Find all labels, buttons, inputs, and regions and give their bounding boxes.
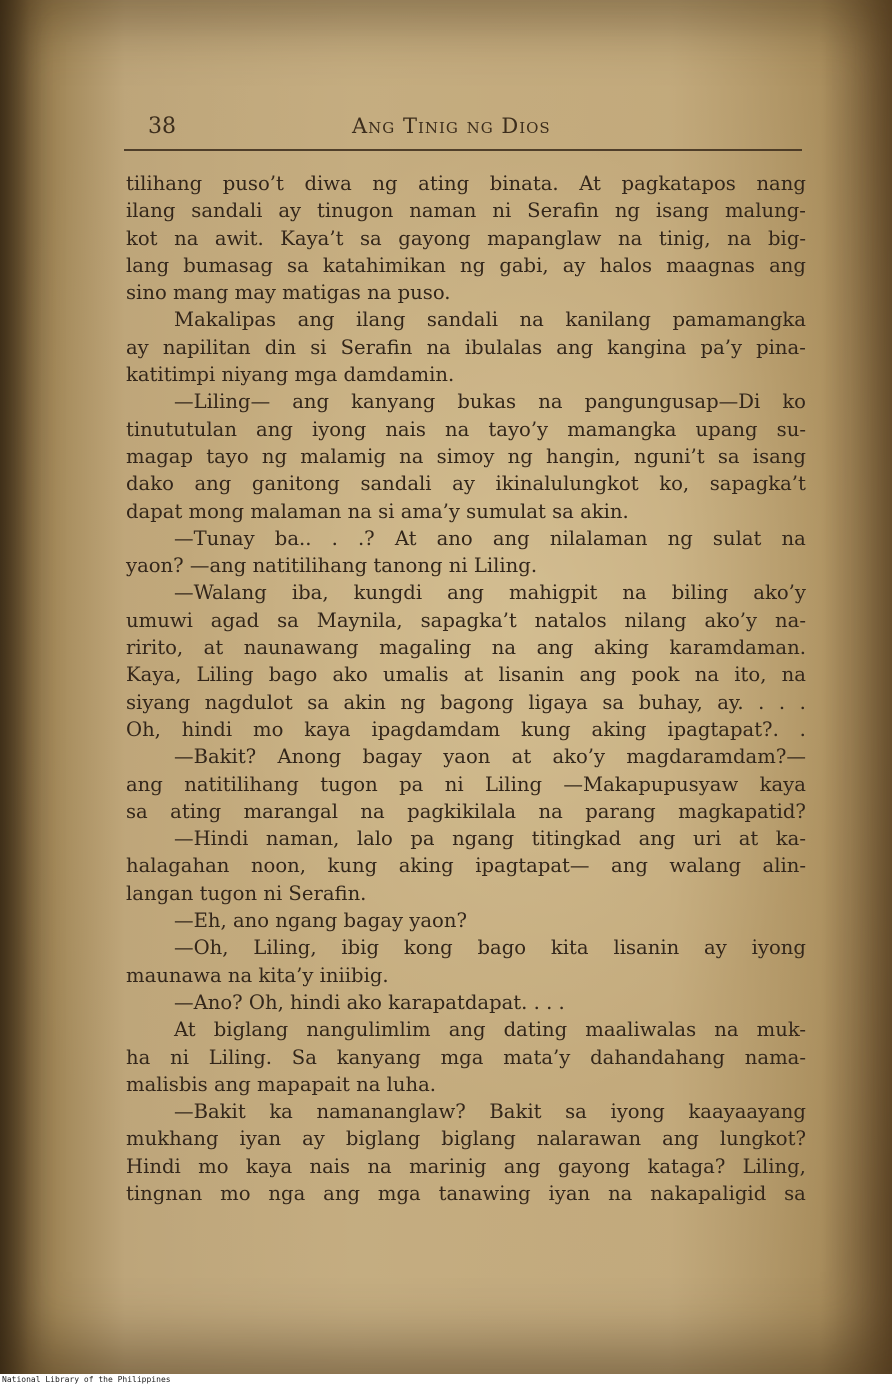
text-line: magap tayo ng malamig na simoy ng hangin, nguni’t sa isang <box>126 444 806 468</box>
text-line: lang bumasag sa katahimikan ng gabi, ay halos maagnas ang <box>126 253 806 277</box>
page-gutter-shadow <box>0 0 42 1374</box>
text-line: malisbis ang mapapait na luha. <box>126 1072 437 1096</box>
text-line: tilihang puso’t diwa ng ating binata. At pagkatapos nang <box>126 172 806 195</box>
text-line: kot na awit. Kaya’t sa gayong mapanglaw na tinig, na big- <box>126 226 806 250</box>
text-line: siyang nagdulot sa akin ng bagong ligaya sa buhay, ay. . . . <box>126 690 806 714</box>
footer-bar <box>0 1374 892 1388</box>
text-line: tingnan mo nga ang mga tanawing iyan na nakapaligid sa <box>126 1181 806 1205</box>
page-header <box>124 108 804 150</box>
text-line: —Liling— ang kanyang bukas na pangungusap—Di ko <box>174 390 806 414</box>
text-line: —Bakit ka namananglaw? Bakit sa iyong kaayaayang <box>174 1100 806 1124</box>
text-line: Oh, hindi mo kaya ipagdamdam kung aking ipagtapat?. . <box>126 717 806 741</box>
text-line: Kaya, Liling bago ako umalis at lisanin ang pook na ito, na <box>126 663 806 687</box>
text-line: —Ano? Oh, hindi ako karapatdapat. . . . <box>174 990 565 1014</box>
text-line: —Bakit? Anong bagay yaon at ako’y magdaramdam?— <box>174 745 806 769</box>
text-line: At biglang nangulimlim ang dating maaliwalas na muk- <box>174 1018 806 1042</box>
text-line: sa ating marangal na pagkikilala na parang magkapatid? <box>126 799 806 823</box>
text-line: langan tugon ni Serafin. <box>126 881 367 905</box>
text-line: umuwi agad sa Maynila, sapagka’t natalos nilang ako’y na- <box>126 608 806 632</box>
text-line: tinututulan ang iyong nais na tayo’y mamangka upang su- <box>126 417 806 441</box>
text-line: —Tunay ba.. . .? At ano ang nilalaman ng sulat na <box>174 526 806 550</box>
footer-credit: National Library of the Philippines <box>2 1375 171 1384</box>
text-line: yaon? —ang natitilihang tanong ni Liling. <box>126 554 538 578</box>
text-line: ririto, at naunawang magaling na ang aking karamdaman. <box>126 636 806 660</box>
text-line: Makalipas ang ilang sandali na kanilang pamamangka <box>174 308 806 332</box>
text-line: —Oh, Liling, ibig kong bago kita lisanin ay iyong <box>174 936 806 960</box>
text-line: ay napilitan din si Serafin na ibulalas ang kangina pa’y pina- <box>126 335 806 359</box>
text-line: dapat mong malaman na si ama’y sumulat sa akin. <box>126 499 629 523</box>
text-line: —Hindi naman, lalo pa ngang titingkad ang uri at ka- <box>174 827 806 851</box>
text-line: Hindi mo kaya nais na marinig ang gayong kataga? Liling, <box>126 1154 806 1178</box>
text-line: —Walang iba, kungdi ang mahigpit na biling ako’y <box>174 581 806 605</box>
text-line: ang natitilihang tugon pa ni Liling —Makapupusyaw kaya <box>126 772 806 796</box>
body-text <box>126 170 806 1207</box>
text-line: mukhang iyan ay biglang biglang nalarawan ang lungkot? <box>126 1127 806 1151</box>
text-line: —Eh, ano ngang bagay yaon? <box>174 909 467 933</box>
page-number: 38 <box>148 114 176 139</box>
text-line: katitimpi niyang mga damdamin. <box>126 363 455 387</box>
text-line: ha ni Liling. Sa kanyang mga mata’y dahandahang nama- <box>126 1045 806 1069</box>
text-line: halagahan noon, kung aking ipagtapat— ang walang alin- <box>126 854 806 878</box>
header-rule <box>124 149 802 151</box>
running-title: Ang Tinig ng Dios <box>352 114 551 138</box>
text-line: maunawa na kita’y iniibig. <box>126 963 389 987</box>
text-line: sino mang may matigas na puso. <box>126 281 451 305</box>
text-line: ilang sandali ay tinugon naman ni Serafin ng isang malung- <box>126 199 806 223</box>
text-line: dako ang ganitong sandali ay ikinalulungkot ko, sapagka’t <box>126 472 806 496</box>
